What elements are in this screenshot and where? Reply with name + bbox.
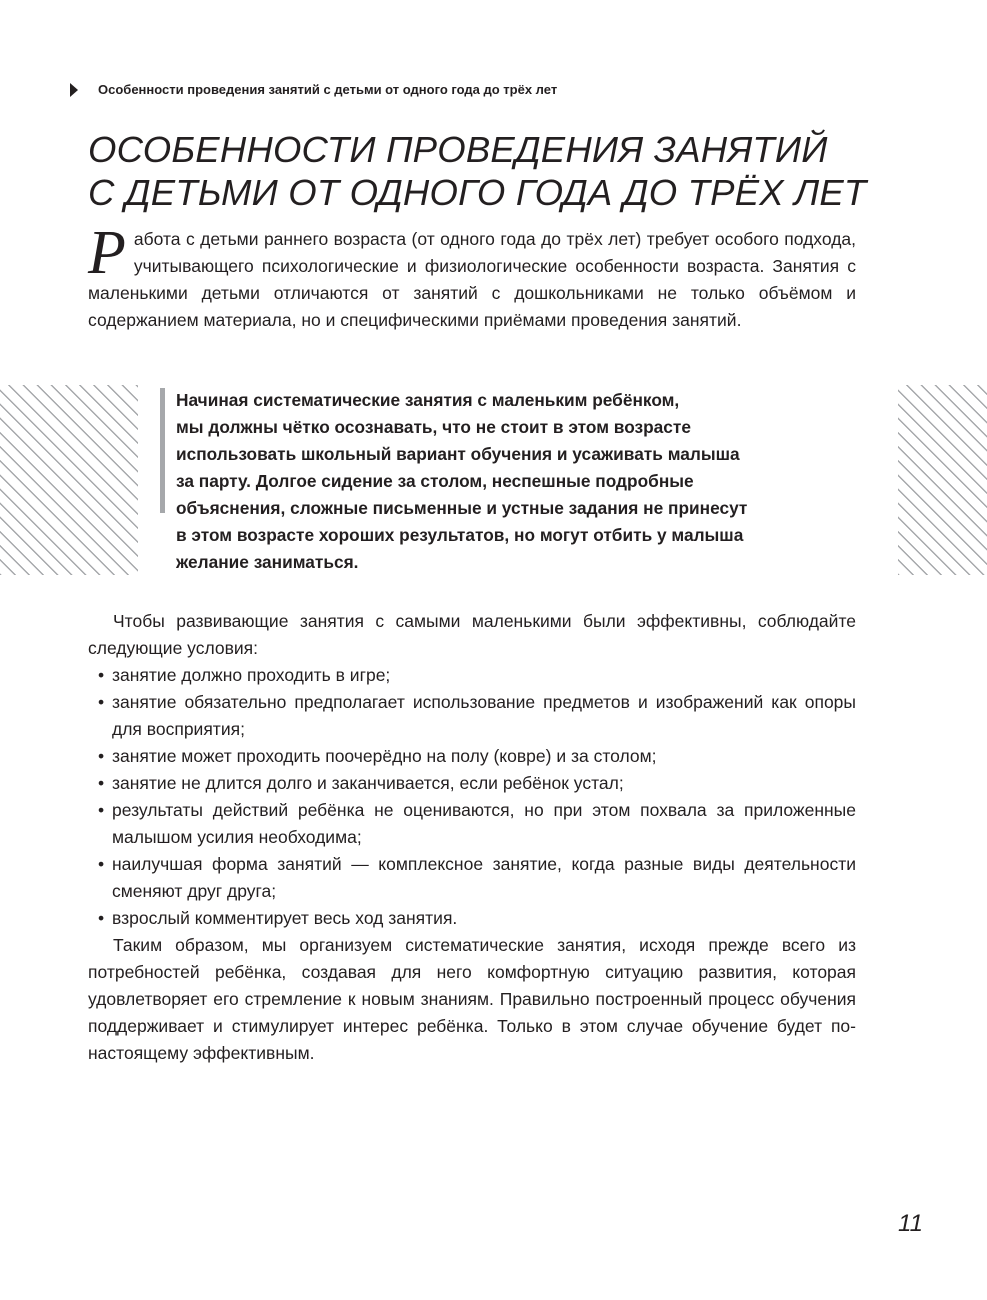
page-number: 11 [898,1210,923,1237]
list-item: • взрослый комментирует весь ход занятия. [88,905,856,932]
list-item: • занятие не длится долго и заканчивается, если ребёнок устал; [88,770,856,797]
bullet-icon: • [98,800,105,820]
intro-paragraph [88,219,856,334]
drop-cap: Р [88,219,126,287]
callout-text [176,387,876,576]
bullet-icon: • [98,908,105,928]
triangle-marker-icon [70,83,78,97]
callout-line: за парту. Долгое сидение за столом, неспешные подробные [176,471,694,491]
bullet-icon: • [98,773,105,793]
running-head-text: Особенности проведения занятий с детьми от одного года до трёх лет [98,82,558,97]
body-text [88,608,856,1067]
list-item: • занятие должно проходить в игре; [88,662,856,689]
hatch-decoration-left [0,385,138,575]
list-item: • занятие обязательно предполагает использование предметов и изображений как опоры для восприятия; [88,689,856,743]
bullet-icon: • [98,746,105,766]
list-item: • занятие может проходить поочерёдно на полу (ковре) и за столом; [88,743,856,770]
list-item: • результаты действий ребёнка не оцениваются, но при этом похвала за приложенные малышом усилия необходима; [88,797,856,851]
list-item: • наилучшая форма занятий — комплексное занятие, когда разные виды деятельности сменяют друг друга; [88,851,856,905]
bullet-icon: • [98,665,105,685]
bullet-icon: • [98,692,105,712]
running-head [70,82,557,97]
callout-bar [160,388,165,513]
conditions-intro: Чтобы развивающие занятия с самыми маленькими были эффективны, соблюдайте следующие условия: [88,611,856,658]
bullet-icon: • [98,854,105,874]
conclusion-paragraph: Таким образом, мы организуем систематические занятия, исходя прежде всего из потребностей ребёнка, создавая для него комфортную ситуацию развития, которая удовлетворяет его стремление к новым знаниям. Правильно построенный процесс обучения поддерживает и стимулирует интерес ребёнка. Только в этом случае обучение будет по-настоящему эффективным. [88,935,856,1063]
callout-line: использовать школьный вариант обучения и усаживать малыша [176,444,740,464]
title-line-2: С ДЕТЬМИ ОТ ОДНОГО ГОДА ДО ТРЁХ ЛЕТ [88,172,867,213]
callout-line: объяснения, сложные письменные и устные задания не принесут [176,498,748,518]
callout-line: мы должны чётко осознавать, что не стоит в этом возрасте [176,417,691,437]
hatch-decoration-right [898,385,987,575]
intro-text: абота с детьми раннего возраста (от одного года до трёх лет) требует особого подхода, учитывающего психологические и физиологические особенности возраста. Занятия с маленькими детьми отличаются от занятий с дошкольниками не только объёмом и содержанием материала, но и специфическими приёмами проведения занятий. [88,229,856,330]
callout-line: желание заниматься. [176,552,359,572]
title-line-1: ОСОБЕННОСТИ ПРОВЕДЕНИЯ ЗАНЯТИЙ [88,129,828,170]
callout-line: в этом возрасте хороших результатов, но могут отбить у малыша [176,525,744,545]
conditions-list [88,662,856,932]
page-title [88,128,888,214]
callout-line: Начиная систематические занятия с маленьким ребёнком, [176,390,680,410]
